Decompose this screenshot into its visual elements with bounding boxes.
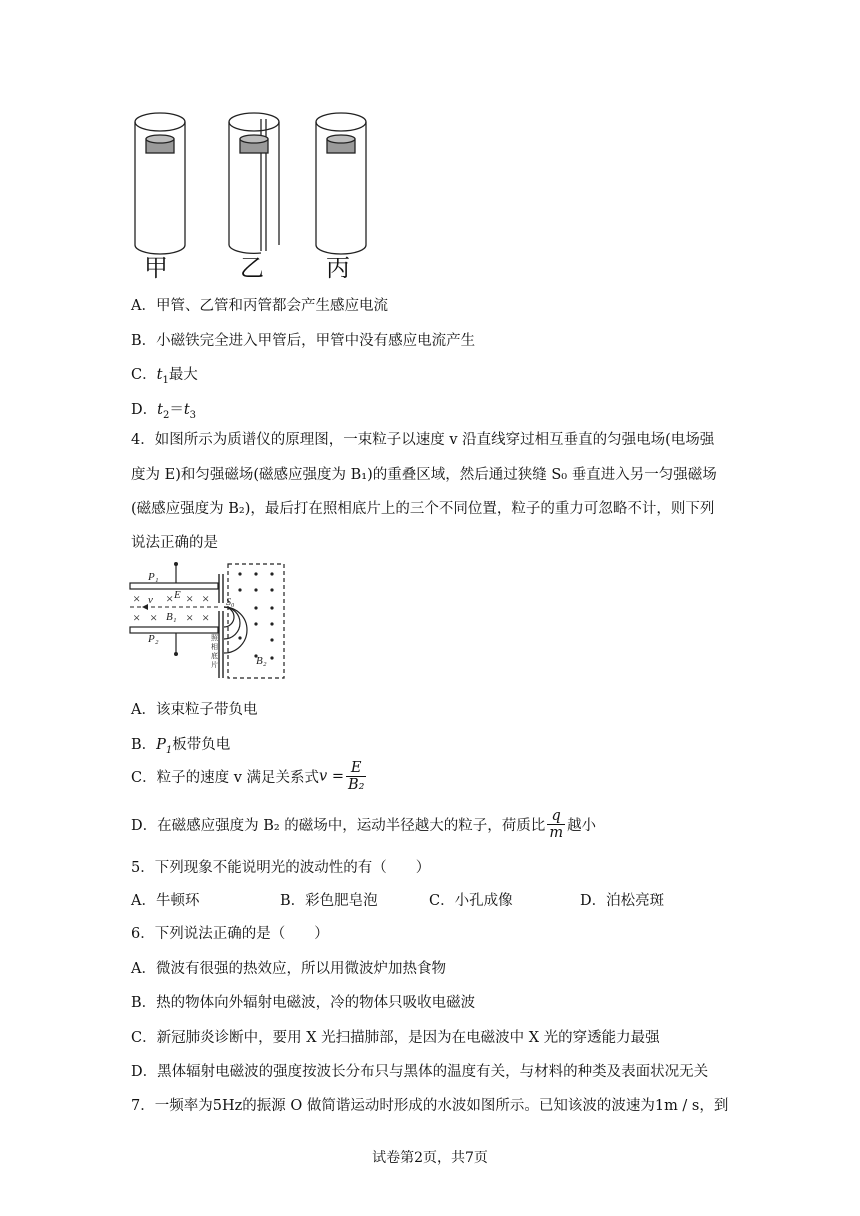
q6-option-c: C．新冠肺炎诊断中，要用 X 光扫描肺部，是因为在电磁波中 X 光的穿透能力最强: [131, 1030, 660, 1046]
tube-bing: [316, 113, 366, 254]
svg-text:×: ×: [202, 591, 210, 606]
label-e: E: [174, 589, 181, 601]
q6-option-d: D．黑体辐射电磁波的强度按波长分布只与黑体的温度有关，与材料的种类及表面状况无关: [131, 1064, 709, 1080]
label-p2: P₂: [148, 633, 159, 645]
q6-option-b: B．热的物体向外辐射电磁波，冷的物体只吸收电磁波: [131, 995, 476, 1011]
q4-option-a: A．该束粒子带负电: [131, 702, 258, 718]
q3-option-b: B．小磁铁完全进入甲管后，甲管中没有感应电流产生: [131, 333, 476, 349]
svg-text:底: 底: [211, 652, 218, 660]
fraction-q-over-m: $\frac{q}{m}$: [549, 808, 564, 841]
label-b2: B₂: [256, 655, 267, 667]
q7-stem: 7．一频率为5Hz的振源 O 做简谐运动时形成的水波如图所示。已知该波的波速为1m / s，到: [131, 1098, 729, 1114]
svg-text:照: 照: [211, 634, 218, 642]
svg-text:×: ×: [133, 610, 141, 625]
q4-stem-line3: (磁感应强度为 B₂)，最后打在照相底片上的三个不同位置，粒子的重力可忽略不计，则下列: [131, 501, 715, 517]
svg-text:片: 片: [211, 661, 218, 669]
q5-option-c: C．小孔成像: [429, 893, 513, 909]
svg-text:×: ×: [133, 591, 141, 606]
q6-stem: 6．下列说法正确的是（ ）: [131, 926, 329, 942]
q5-option-d: D．泊松亮斑: [580, 893, 665, 909]
label-photo-film: [211, 633, 219, 669]
svg-text:×: ×: [166, 591, 174, 606]
label-s0: S₀: [226, 597, 235, 608]
svg-text:相: 相: [211, 643, 218, 651]
tube-label-jia: 甲: [144, 254, 168, 282]
q5-stem: 5．下列现象不能说明光的波动性的有（ ）: [131, 860, 431, 876]
page-footer: 试卷第2页，共7页: [372, 1150, 488, 1166]
svg-text:×: ×: [186, 610, 194, 625]
q3-option-a: A．甲管、乙管和丙管都会产生感应电流: [131, 298, 388, 314]
q5-option-b: B．彩色肥皂泡: [280, 893, 378, 909]
fraction-e-over-b2: $\frac{E}{\text{B₂}}$: [347, 760, 365, 793]
label-v: v: [148, 594, 153, 606]
label-b1: B₁: [166, 611, 177, 623]
svg-text:×: ×: [186, 591, 194, 606]
tube-jia: [135, 113, 185, 254]
mass-spectrometer-figure: [128, 560, 288, 682]
q4-option-b: B．$P_1$板带负电: [131, 737, 231, 756]
q6-option-a: A．微波有很强的热效应，所以用微波炉加热食物: [131, 961, 446, 977]
tube-label-yi: 乙: [240, 254, 264, 282]
q4-option-c: C．粒子的速度 v 满足关系式v = $\frac{E}{\text{B₂}}$: [131, 760, 365, 793]
svg-text:×: ×: [150, 610, 158, 625]
q4-option-d: D．在磁感应强度为 B₂ 的磁场中，运动半径越大的粒子，荷质比 $\frac{q}{m}$ 越小: [131, 808, 597, 841]
q3-option-c: C．$t_1$最大: [131, 367, 198, 386]
q3-option-d: D．$t_2=t_3$: [131, 402, 197, 421]
label-p1: P₁: [148, 571, 159, 583]
q4-stem-line4: 说法正确的是: [131, 535, 218, 551]
q4-stem-line1: 4．如图所示为质谱仪的原理图，一束粒子以速度 v 沿直线穿过相互垂直的匀强电场(电场强: [131, 432, 715, 448]
svg-text:×: ×: [202, 610, 210, 625]
tube-yi: [229, 113, 279, 253]
tube-label-bing: 丙: [326, 254, 350, 282]
q4-stem-line2: 度为 E)和匀强磁场(磁感应强度为 B₁)的重叠区域，然后通过狭缝 S₀ 垂直进入另一匀强磁场: [131, 467, 717, 483]
q5-option-a: A．牛顿环: [131, 893, 200, 909]
